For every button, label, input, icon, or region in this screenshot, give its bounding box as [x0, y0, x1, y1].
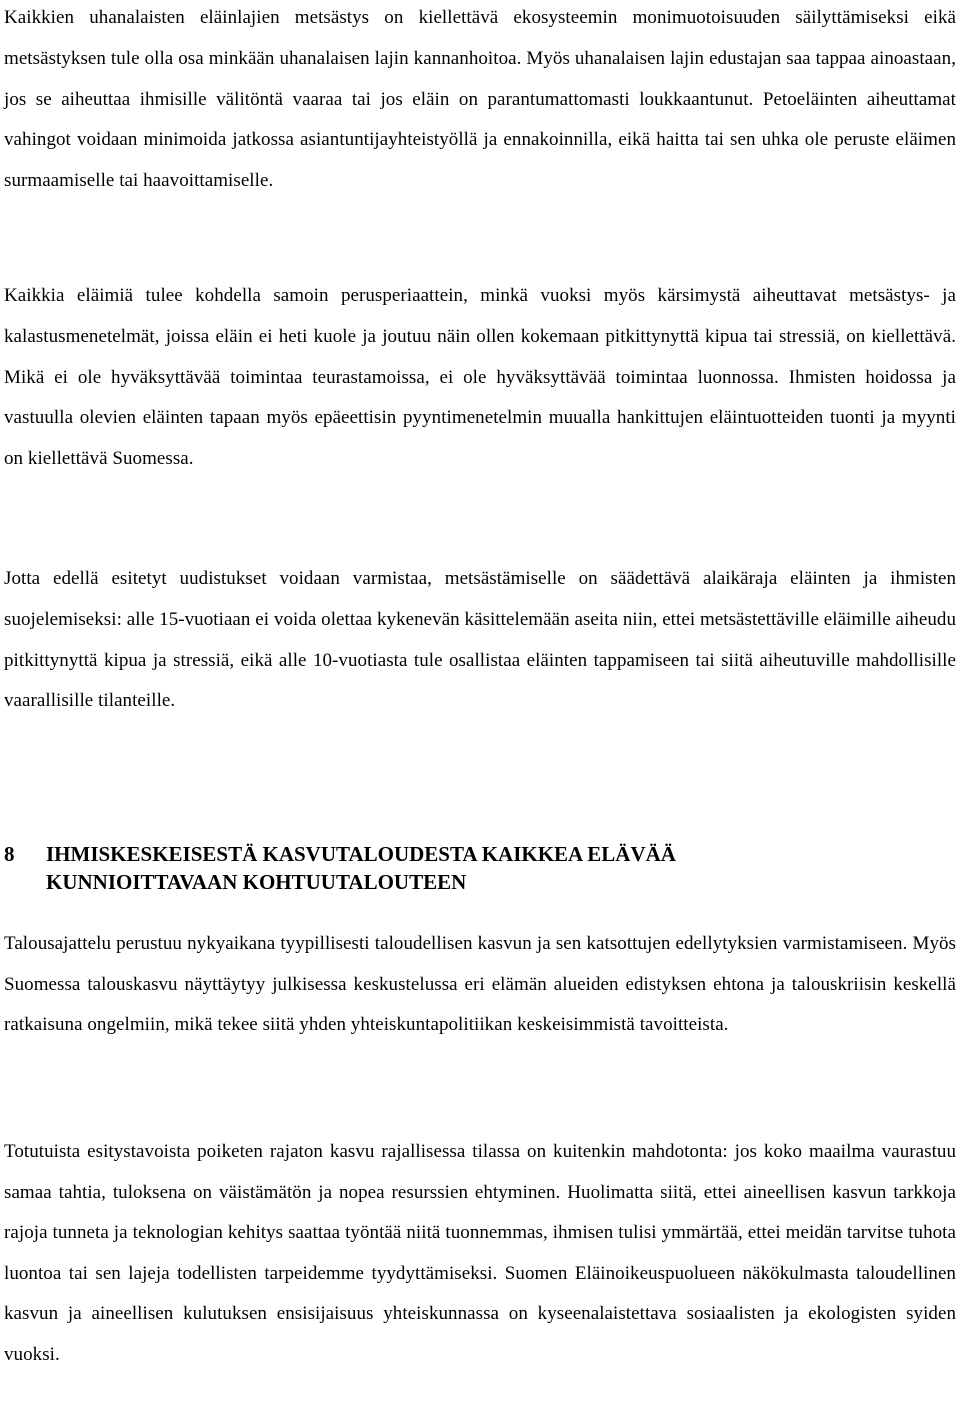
section-title: IHMISKESKEISESTÄ KASVUTALOUDESTA KAIKKEA ELÄVÄÄ KUNNIOITTAVAAN KOHTUUTALOUTEEN — [46, 842, 676, 894]
paragraph-endangered-species-hunting: Kaikkien uhanalaisten eläinlajien metsästys on kiellettävä ekosysteemin monimuotoisuuden säilyttämiseksi eikä metsästyksen tule olla osa minkään uhanalaisen lajin kannanhoitoa. Myös uhanalaisen lajin edustajan saa tappaa ainoastaan, jos se aiheuttaa ihmisille välitöntä vaaraa tai jos eläin on parantumattomasti loukkaantunut. Petoeläinten aiheuttamat vahingot voidaan minimoida jatkossa asiantuntijayhteistyöllä ja ennakoinnilla, eikä haitta tai sen uhka ole peruste eläimen surmaamiselle tai haavoittamiselle. — [4, 7, 956, 192]
section-number: 8 — [4, 842, 15, 866]
section-heading — [4, 840, 956, 896]
paragraph-age-limit: Jotta edellä esitetyt uudistukset voidaan varmistaa, metsästämiselle on säädettävä alaikäraja eläinten ja ihmisten suojelemiseksi: alle 15-vuotiaan ei voida olettaa kykenevän käsittelemään aseita niin, ettei metsästettäville eläimille aiheudu pitkittynyttä kipua ja stressiä, eikä alle 10-vuotiasta tule osallistaa eläinten tappamiseen tai siitä aiheutuville mahdollisille vaarallisille tilanteille. — [4, 568, 956, 712]
paragraph-limited-growth: Totutuista esitystavoista poiketen rajaton kasvu rajallisessa tilassa on kuitenkin mahdotonta: jos koko maailma vaurastuu samaa tahtia, tuloksena on väistämätön ja nopea resurssien ehtyminen. Huolimatta siitä, ettei aineellisen kasvun tarkkoja rajoja tunneta ja teknologian kehitys saattaa työntää niitä tuonnemmas, ihmisen tulisi ymmärtää, ettei meidän tarvitse tuhota luontoa tai sen lajeja todellisten tarpeidemme tyydyttämiseksi. Suomen Eläinoikeuspuolueen näkökulmasta taloudellinen kasvun ja aineellisen kulutuksen ensisijaisuus yhteiskunnassa on kyseenalaistettava sosiaalisten ja ekologisten syiden vuoksi. — [4, 1141, 956, 1365]
paragraph-hunting-methods: Kaikkia eläimiä tulee kohdella samoin perusperiaattein, minkä vuoksi myös kärsimystä aiheuttavat metsästys- ja kalastusmenetelmät, joissa eläin ei heti kuole ja joutuu näin ollen kokemaan pitkittynyttä kipua tai stressiä, on kiellettävä. Mikä ei ole hyväksyttävää toimintaa teurastamoissa, ei ole hyväksyttävää toimintaa luonnossa. Ihmisten hoidossa ja vastuulla olevien eläinten tapaan myös epäeettisin pyyntimenetelmin muualla hankittujen eläintuotteiden tuonti ja myynti on kiellettävä Suomessa. — [4, 285, 956, 470]
paragraph-economic-growth: Talousajattelu perustuu nykyaikana tyypillisesti taloudellisen kasvun ja sen katsottujen edellytyksien varmistamiseen. Myös Suomessa talouskasvu näyttäytyy julkisessa keskustelussa eri elämän alueiden edistyksen ehtona ja talouskriisin keskellä ratkaisuna ongelmiin, mikä tekee siitä yhden yhteiskuntapolitiikan keskeisimmistä tavoitteista. — [4, 933, 956, 1036]
